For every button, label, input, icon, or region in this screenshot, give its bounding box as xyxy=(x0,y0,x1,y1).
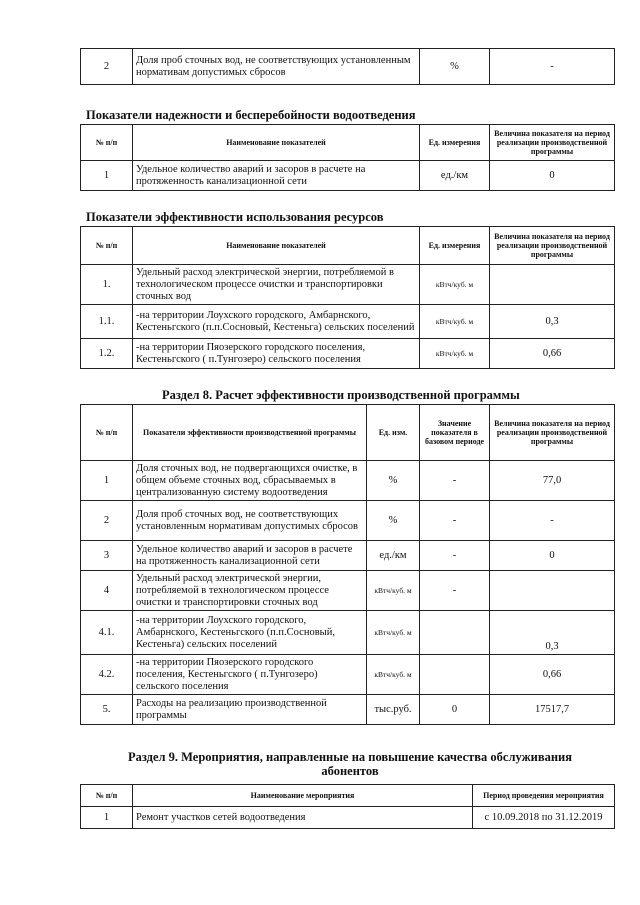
row-name: Удельное количество аварий и засоров в расчете на протяженность канализационной сети xyxy=(133,161,420,191)
row-value xyxy=(490,265,615,305)
row-num: 1 xyxy=(81,807,133,829)
reliability-title: Показатели надежности и бесперебойности водоотведения xyxy=(86,108,416,122)
row-name: Удельный расход электрической энергии, потребляемой в технологическом процессе очистки и транспортировки сточных вод xyxy=(133,265,420,305)
table-row xyxy=(81,305,615,339)
row-num: 3 xyxy=(81,541,133,571)
header-unit: Ед. изм. xyxy=(367,405,420,461)
row-value: 0,66 xyxy=(490,655,615,695)
row-base: - xyxy=(420,501,490,541)
row-num: 2 xyxy=(81,501,133,541)
row-base xyxy=(420,655,490,695)
table-row xyxy=(81,541,615,571)
row-name: -на территории Лоухского городского, Амбарнского, Кестеньгского (п.п.Сосновый, Кестеньга) сельских поселений xyxy=(133,305,420,339)
row-base: - xyxy=(420,461,490,501)
table-header-row xyxy=(81,227,615,265)
row-name: -на территории Пяозерского городского поселения, Кестеньгского ( п.Тунгозеро) сельского поселения xyxy=(133,655,367,695)
header-value: Величина показателя на период реализации производственной программы xyxy=(490,125,615,161)
header-num: № п/п xyxy=(81,227,133,265)
row-name: Расходы на реализацию производственной программы xyxy=(133,695,367,725)
row-unit: ед./км xyxy=(420,161,490,191)
row-name: Доля сточных вод, не подвергающихся очистке, в общем объеме сточных вод, сбрасываемых в централизованную систему водоотведения xyxy=(133,461,367,501)
row-name: Доля проб сточных вод, не соответствующих установленным нормативам допустимых сбросов xyxy=(133,49,420,85)
header-name: Наименование показателей xyxy=(133,227,420,265)
row-value: 0,3 xyxy=(490,305,615,339)
header-num: № п/п xyxy=(81,785,133,807)
header-unit: Ед. измерения xyxy=(420,227,490,265)
row-unit: кВтч/куб. м xyxy=(367,611,420,655)
row-num: 1.1. xyxy=(81,305,133,339)
row-base xyxy=(420,611,490,655)
row-name: Ремонт участков сетей водоотведения xyxy=(133,807,473,829)
header-num: № п/п xyxy=(81,125,133,161)
section9-title: Раздел 9. Мероприятия, направленные на повышение качества обслуживания абонентов xyxy=(127,750,573,778)
table-row xyxy=(81,265,615,305)
table-row xyxy=(81,611,615,655)
row-value: 0 xyxy=(490,541,615,571)
row-value xyxy=(490,571,615,611)
row-num: 1 xyxy=(81,161,133,191)
efficiency-title: Показатели эффективности использования ресурсов xyxy=(86,210,384,224)
table-row xyxy=(81,501,615,541)
row-unit: кВтч/куб. м xyxy=(367,655,420,695)
row-period: с 10.09.2018 по 31.12.2019 xyxy=(473,807,615,829)
section8-title: Раздел 8. Расчет эффективности производственной программы xyxy=(162,388,520,402)
header-value: Величина показателя на период реализации производственной программы xyxy=(490,227,615,265)
row-num: 5. xyxy=(81,695,133,725)
row-num: 4.1. xyxy=(81,611,133,655)
row-unit: тыс.руб. xyxy=(367,695,420,725)
header-name: Наименование показателей xyxy=(133,125,420,161)
table-header-row xyxy=(81,125,615,161)
table-row xyxy=(81,695,615,725)
row-num: 1 xyxy=(81,461,133,501)
table-row xyxy=(81,339,615,369)
row-unit: % xyxy=(367,461,420,501)
table-header-row xyxy=(81,405,615,461)
row-unit: кВтч/куб. м xyxy=(367,571,420,611)
row-name: -на территории Пяозерского городского поселения, Кестеньгского ( п.Тунгозеро) сельского поселения xyxy=(133,339,420,369)
table-row xyxy=(81,571,615,611)
reliability-table xyxy=(80,124,615,191)
header-name: Наименование мероприятия xyxy=(133,785,473,807)
row-num: 2 xyxy=(81,49,133,85)
header-value: Величина показателя на период реализации производственной программы xyxy=(490,405,615,461)
row-num: 1. xyxy=(81,265,133,305)
row-unit: кВтч/куб. м xyxy=(420,305,490,339)
section9-table xyxy=(80,784,615,829)
table-row xyxy=(81,655,615,695)
row-name: Доля проб сточных вод, не соответствующих установленным нормативам допустимых сбросов xyxy=(133,501,367,541)
row-base: - xyxy=(420,541,490,571)
row-value: 0,66 xyxy=(490,339,615,369)
row-unit: % xyxy=(420,49,490,85)
row-value: 77,0 xyxy=(490,461,615,501)
section8-table xyxy=(80,404,615,725)
row-value: - xyxy=(490,501,615,541)
header-num: № п/п xyxy=(81,405,133,461)
row-name: Удельный расход электрической энергии, потребляемой в технологическом процессе очистки и транспортировки сточных вод xyxy=(133,571,367,611)
row-base: - xyxy=(420,571,490,611)
row-unit: ед./км xyxy=(367,541,420,571)
row-name: -на территории Лоухского городского, Амбарнского, Кестеньгского (п.п.Сосновый, Кестеньга) сельских поселений xyxy=(133,611,367,655)
row-value: 0,3 xyxy=(490,611,615,655)
row-num: 4.2. xyxy=(81,655,133,695)
header-base: Значение показателя в базовом периоде xyxy=(420,405,490,461)
header-unit: Ед. измерения xyxy=(420,125,490,161)
top-table xyxy=(80,48,615,85)
efficiency-table xyxy=(80,226,615,369)
row-value: - xyxy=(490,49,615,85)
row-unit: кВтч/куб. м xyxy=(420,265,490,305)
header-name: Показатели эффективности производственной программы xyxy=(133,405,367,461)
row-value: 0 xyxy=(490,161,615,191)
table-row xyxy=(81,161,615,191)
table-row xyxy=(81,49,615,85)
row-base: 0 xyxy=(420,695,490,725)
row-num: 1.2. xyxy=(81,339,133,369)
table-row xyxy=(81,461,615,501)
table-row xyxy=(81,807,615,829)
header-period: Период проведения мероприятия xyxy=(473,785,615,807)
row-unit: кВтч/куб. м xyxy=(420,339,490,369)
row-unit: % xyxy=(367,501,420,541)
row-name: Удельное количество аварий и засоров в расчете на протяженность канализационной сети xyxy=(133,541,367,571)
row-value: 17517,7 xyxy=(490,695,615,725)
row-num: 4 xyxy=(81,571,133,611)
table-header-row xyxy=(81,785,615,807)
